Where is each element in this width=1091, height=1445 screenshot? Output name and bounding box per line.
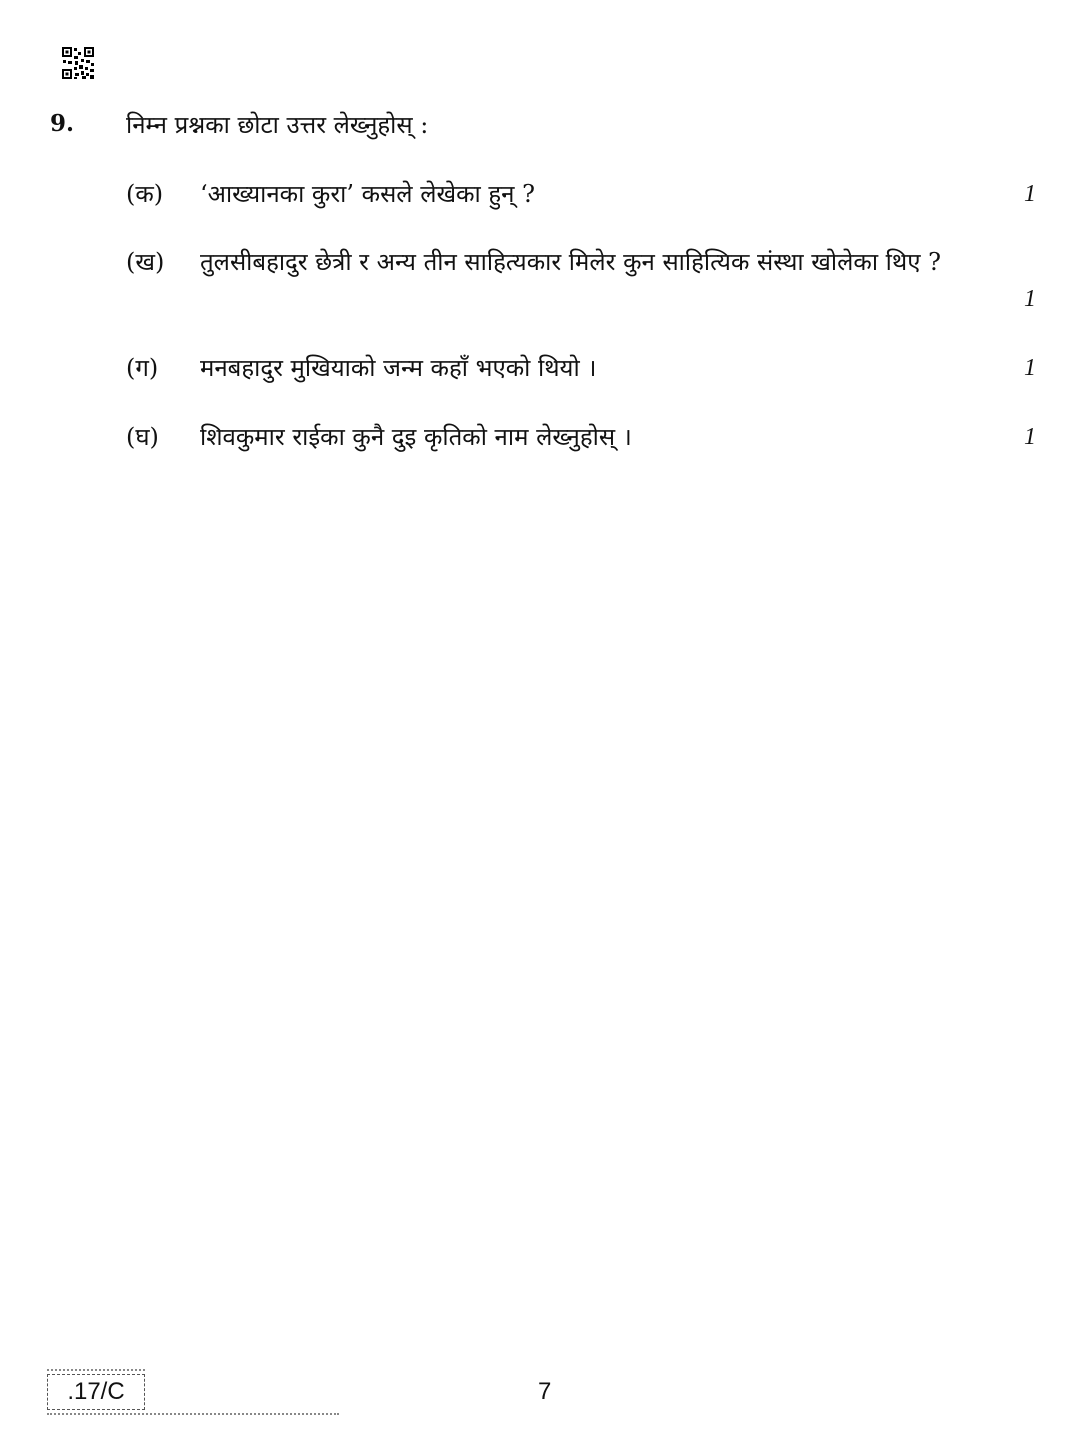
sub-question-label: (क) — [126, 180, 164, 208]
marks-value: 1 — [1024, 181, 1036, 207]
qr-code-icon — [61, 46, 95, 80]
marks-value: 1 — [1024, 355, 1036, 381]
marks-value: 1 — [1024, 286, 1036, 312]
footer-dotted-line — [47, 1413, 339, 1419]
sub-question-text: मनबहादुर मुखियाको जन्म कहाँ भएको थियो । — [200, 354, 597, 382]
sub-question-label: (ग) — [126, 354, 159, 382]
sub-question-ga — [126, 350, 1036, 387]
marks-value: 1 — [1024, 424, 1036, 450]
sub-question-text: ‘आख्यानका कुरा’ कसले लेखेका हुन् ? — [200, 180, 535, 208]
sub-question-gha — [126, 419, 1036, 456]
question-number: 9. — [50, 110, 75, 137]
sub-question-label: (ख) — [126, 248, 165, 276]
question-instruction: निम्न प्रश्नका छोटा उत्तर लेख्नुहोस् : — [126, 111, 429, 139]
sub-question-kha — [126, 244, 1036, 318]
page-number: 7 — [538, 1378, 552, 1405]
sub-question-ka — [126, 176, 1036, 213]
sub-question-label: (घ) — [126, 423, 159, 451]
sub-question-text: शिवकुमार राईका कुनै दुइ कृतिको नाम लेख्नुहोस् । — [200, 423, 632, 451]
sub-question-text: तुलसीबहादुर छेत्री र अन्य तीन साहित्यकार मिलेर कुन साहित्यिक संस्था खोलेका थिए ? — [200, 248, 941, 276]
paper-code: .17/C — [47, 1374, 145, 1410]
